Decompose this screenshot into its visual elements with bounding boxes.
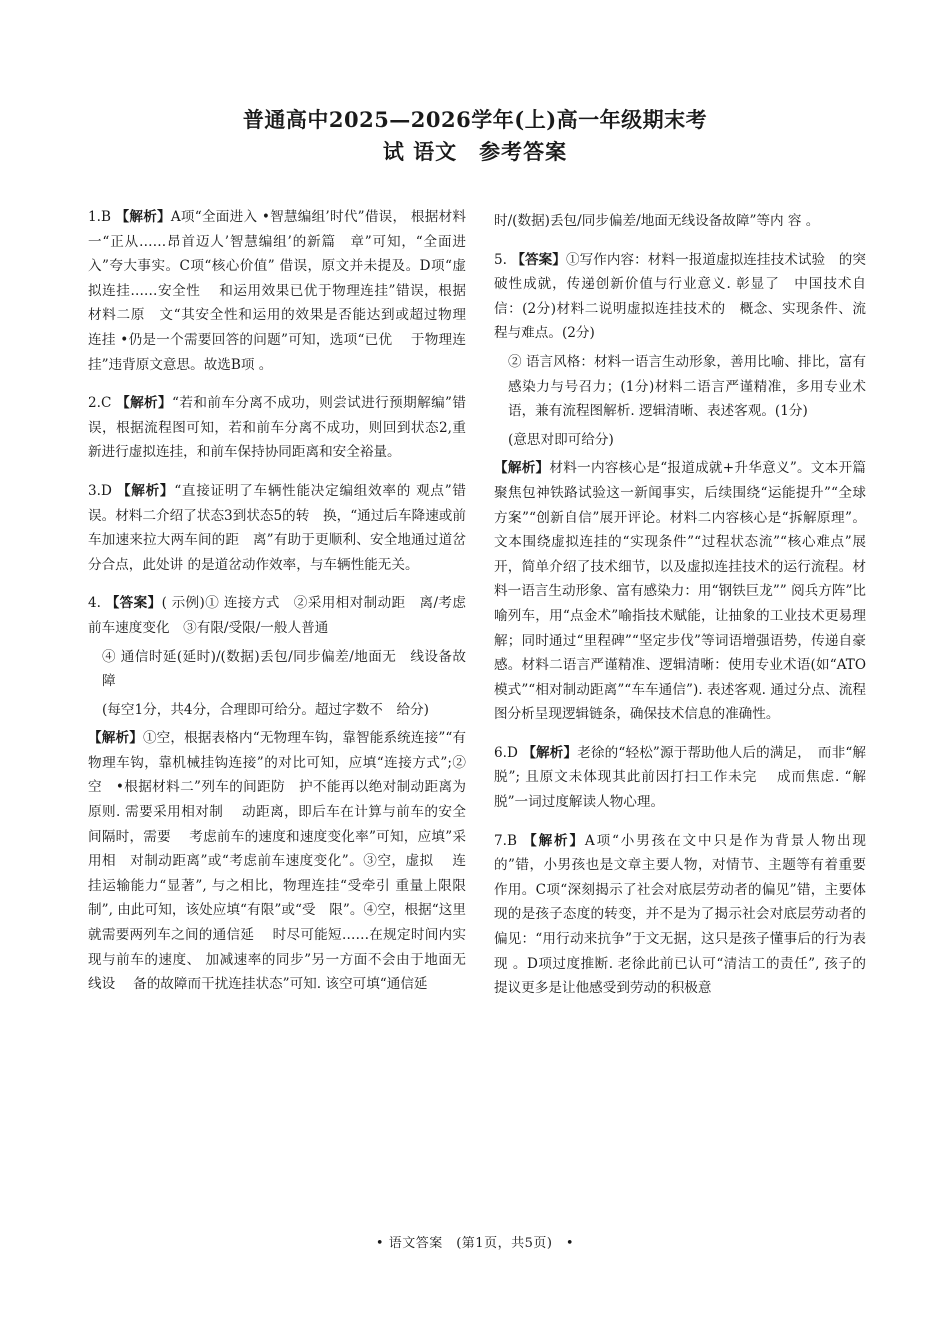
analysis-text: 材料一内容核心是“报道成就+升华意义”。文本开篇聚焦包神铁路试验这一新闻事实，后续围绕“运能提升”“全球方案”“创新自信”展开评论。材料二内容核心是“拆解原理”。文本围绕虚拟连挂的“实现条件”“过程状态流”“核心难点”展开，简单介绍了技术细节，以及虚拟连挂技术的运行流程。材料一语言生动形象、富有感染力：用“钢铁巨龙”” 阅兵方阵”比喻列车，用“点金术”喻指技术赋能，让抽象的工业技术更易理解；同时通过“里程碑”“坚定步伐”等词语增强语势，传递自豪感。材料二语言严谨精准、逻辑清晰：使用专业术语(如“ATO 模式”“相对制动距离”“车车通信”). 表述客观. 通过分点、流程图分析呈现逻辑链条，确保技术信息的准确性。 (494, 460, 880, 723)
analysis-text: A项“小男孩在文中只是作为背景人物出现的”错，小男孩也是文章主要人物，对情节、主题等有着重要作用。C项“深刻揭示了社会对底层劳动者的偏见”错，主要体现的是孩子态度的转变，并不是为了揭示社会对底层劳动者的偏见：“用行动来抗争”于文无据，这只是孩子懂事后的行为表现 。D项过度推断. 老徐此前已认可“清洁工的责任”, 孩子的提议更多是让他感受到劳动的积极意 (494, 832, 867, 997)
analysis-tag: 【解析】 (115, 209, 171, 225)
question-number: 5. (494, 251, 507, 268)
question-6-answer (494, 741, 866, 815)
analysis-text: ①空，根据表格内“无物理车钩，靠智能系统连接”“有物理车钩，靠机械挂钩连接”的对比可知，应填“连接方式”;② 空 •根据材料二”列车的间距防 护不能再以绝对制动距离为原则. 需要采用相对制 动距离，即后车在计算与前车的安全间隔时，需要 考虑前车的速度和速度变化率”可知，应填”采用相 对制动距离”或“考虑前车速度变化”。③空，虚拟 连挂运输能力“显著”, 与之相比，物理连挂“受牵引 重量上限限制”, 由此可知，该处应填“有限”或“受 限”。④空，根据“这里就需要两列车之间的通信延 时尽可能短……在规定时间内实现与前车的速度、 加减速率的同步”另一方面不会由于地面无线设 备的故障而干扰连挂状态”可知. 该空可填“通信延 (88, 730, 467, 993)
question-3-answer (88, 479, 466, 577)
analysis-tag: 【解析】 (523, 832, 585, 849)
question-5-answer (494, 248, 880, 727)
analysis-text: A项“全面进入 •智慧编组’时代”借误， 根据材料一“正从……昂首迈人’智慧编组’的新篇 章”可知，“全面进入”夸大事实。C项“核心价值” 借误，原文并未提及。D项“虚拟连挂……安全性 和运用效果已优于物理连挂”错误，根据材料二原 文“其安全性和运用的效果是否能达到或超过物理 连挂 •仍是一个需要回答的问题”可知，选项“已优 于物理连挂”违背原文意思。故选B项 。 (88, 209, 484, 373)
analysis-tag: 【解析】 (494, 460, 550, 477)
right-column (494, 209, 880, 1015)
scoring-note: (意思对即可给分) (508, 431, 614, 448)
question-number: 1.B (88, 209, 111, 225)
analysis-tag: 【解析】 (116, 395, 173, 412)
analysis-text-continued: 时/(数据)丢包/同步偏差/地面无线设备故障”等内 容 。 (494, 213, 820, 229)
answer-text-a: ( 示例)① 连接方式 ②采用相对制动距 离/考虑前车速度变化 ③有限/受限/一般人普通 (88, 595, 466, 636)
page-footer: • 语文答案 (第1页，共5页) • (375, 1236, 575, 1251)
answer-text-b: ④ 通信时延(延时)/(数据)丢包/同步偏差/地面无 线设备故障 (102, 648, 466, 690)
analysis-tag: 【解析】 (88, 730, 143, 747)
page-title-line1: 普通高中2025—2026学年(上)高一年级期末考 (242, 107, 708, 132)
answer-point-1: ①写作内容：材料一报道虚拟连挂技术试验 的突破性成就，传递创新价值与行业意义. 彰显了 中国技术自信：(2分)材料二说明虚拟连挂技术的 概念、实现条件、流程与难点。(2分) (494, 251, 867, 342)
question-number: 4. (88, 595, 101, 612)
page-title-line2: 试 语文 参考答案 (382, 139, 568, 164)
answer-tag: 【答案】 (105, 595, 162, 612)
question-number: 7.B (494, 832, 517, 849)
question-4-answer (88, 591, 466, 997)
analysis-tag: 【解析】 (522, 744, 578, 761)
answer-tag: 【答案】 (511, 251, 566, 268)
analysis-text: “若和前车分离不成功，则尝试进行预期解编”错误，根据流程图可知，若和前车分离不成功，则回到状态2,重新进行虚拟连挂，和前车保持协同距离和安全裕量。 (88, 395, 466, 461)
answer-point-2: ② 语言风格：材料一语言生动形象，善用比喻、排比，富有感染力与号召力；(1分)材料二语言严谨精准，多用专业术语，兼有流程图解析. 逻辑清晰、表述客观。(1分) (508, 353, 866, 420)
question-2-answer (88, 391, 466, 465)
analysis-text: “直接证明了车辆性能决定编组效率的 观点”错误。材料二介绍了状态3到状态5的转 换，“通过后车降速或前车加速来拉大两车间的距 离”有助于更顺利、安全地通过道岔分合点，此处讲 的是道岔动作效率，与车辆性能无关。 (88, 482, 467, 573)
analysis-text: 老徐的“轻松”源于帮助他人后的满足， 而非“解脱”; 且原文未体现其此前因打扫工作未完 成而焦虑. “解脱”一词过度解读人物心理。 (494, 744, 866, 811)
question-number: 3.D (88, 482, 112, 499)
question-4-continued (494, 209, 866, 234)
question-number: 6.D (494, 744, 518, 761)
question-7-answer (494, 829, 866, 1001)
question-1-answer (88, 205, 484, 377)
analysis-tag: 【解析】 (116, 482, 175, 499)
scoring-note: (每空1分，共4分，合理即可给分。超过字数不 给分) (102, 701, 429, 718)
left-column (88, 205, 484, 1011)
question-number: 2.C (88, 395, 112, 412)
